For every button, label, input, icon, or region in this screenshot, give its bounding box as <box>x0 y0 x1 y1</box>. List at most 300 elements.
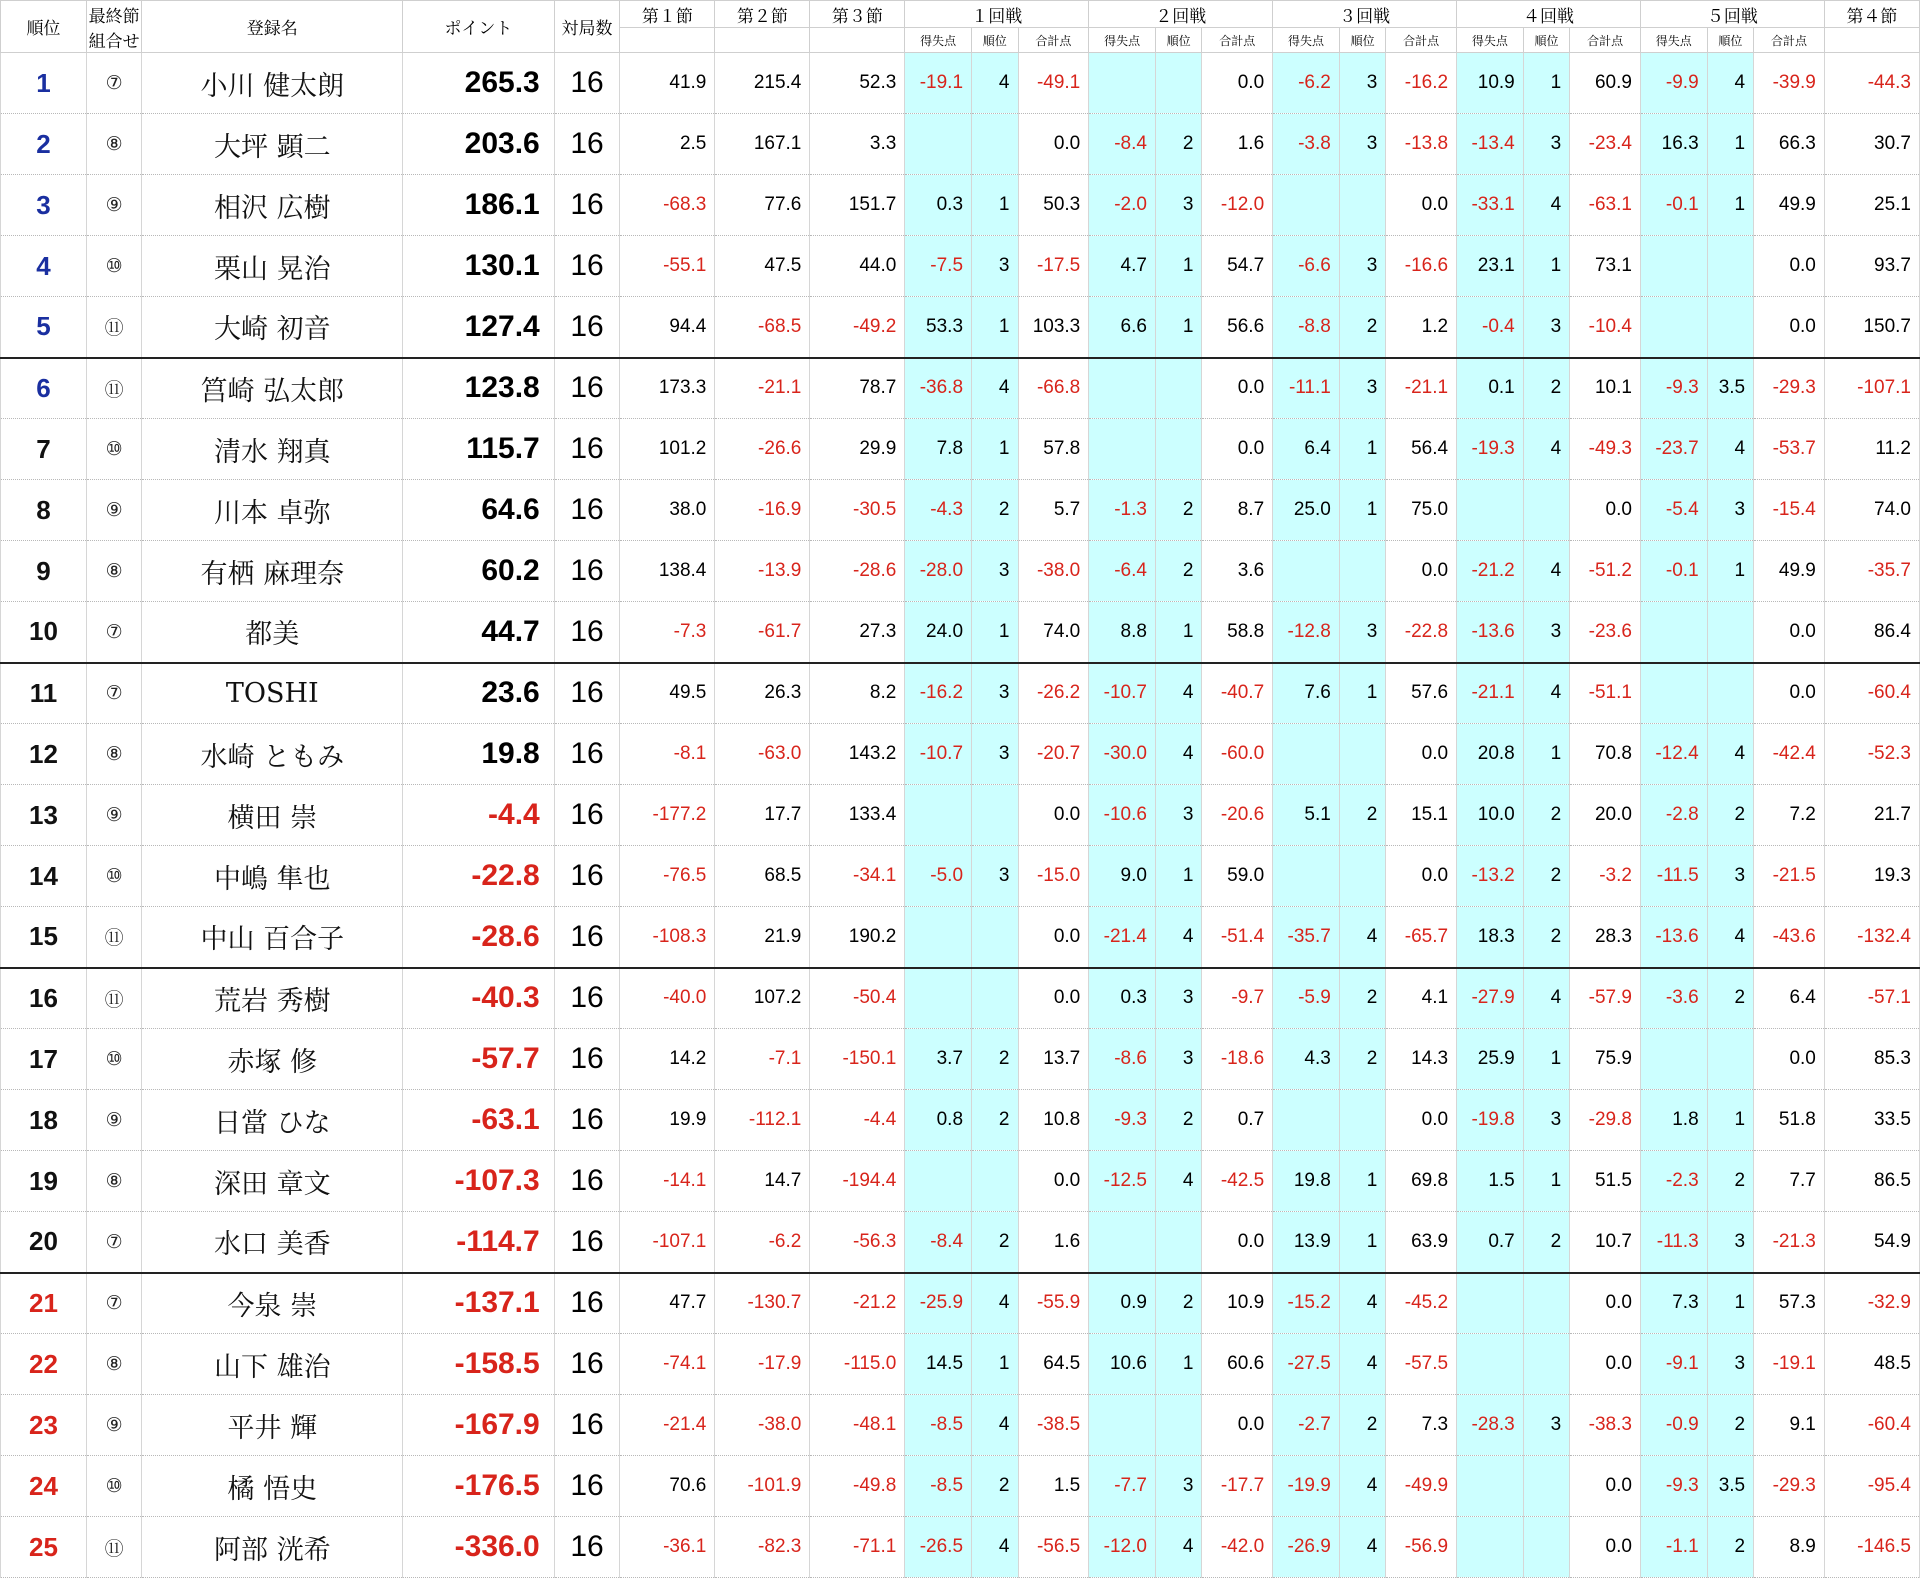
round5-total-cell: 9.1 <box>1754 1395 1825 1456</box>
round3-total-cell: -57.5 <box>1386 1334 1457 1395</box>
round1-total-cell: 0.0 <box>1018 1151 1089 1212</box>
round5-score-cell <box>1640 663 1707 724</box>
points-cell: -63.1 <box>403 1090 555 1151</box>
table-row <box>1 541 1920 602</box>
player-name: TOSHI <box>142 663 403 724</box>
round5-place-cell: 2 <box>1707 1151 1753 1212</box>
section2-cell: 107.2 <box>715 968 810 1029</box>
table-row <box>1 846 1920 907</box>
round2-score-cell: -30.0 <box>1089 724 1156 785</box>
round4-score-cell: -28.3 <box>1457 1395 1524 1456</box>
round4-score-cell: -0.4 <box>1457 297 1524 358</box>
section1-cell: 138.4 <box>620 541 715 602</box>
header-games: 対局数 <box>554 1 620 53</box>
section2-cell: 215.4 <box>715 53 810 114</box>
round2-place-cell: 1 <box>1155 297 1201 358</box>
round2-place-cell: 3 <box>1155 175 1201 236</box>
round2-score-cell: -7.7 <box>1089 1456 1156 1517</box>
round5-place-cell: 1 <box>1707 541 1753 602</box>
round5-score-cell: -2.3 <box>1640 1151 1707 1212</box>
header-sec1-blank <box>620 28 715 53</box>
round5-score-cell: -12.4 <box>1640 724 1707 785</box>
round3-total-cell: -65.7 <box>1386 907 1457 968</box>
round2-total-cell: -40.7 <box>1202 663 1273 724</box>
round1-score-cell: -28.0 <box>905 541 972 602</box>
round1-place-cell <box>972 785 1018 846</box>
round4-total-cell: -51.1 <box>1570 663 1641 724</box>
round2-score-cell <box>1089 1395 1156 1456</box>
games-cell: 16 <box>554 236 620 297</box>
round4-place-cell: 3 <box>1523 1090 1569 1151</box>
rank-cell: 6 <box>1 358 87 419</box>
round4-total-cell: 0.0 <box>1570 480 1641 541</box>
round5-total-cell: -53.7 <box>1754 419 1825 480</box>
player-name: 荒岩 秀樹 <box>142 968 403 1029</box>
round5-total-cell: 0.0 <box>1754 663 1825 724</box>
round3-place-cell: 4 <box>1339 1273 1385 1334</box>
points-cell: 19.8 <box>403 724 555 785</box>
round3-place-cell: 1 <box>1339 1212 1385 1273</box>
round2-place-cell <box>1155 1395 1201 1456</box>
round1-score-cell: -16.2 <box>905 663 972 724</box>
section1-cell: -21.4 <box>620 1395 715 1456</box>
header-r4-score: 得失点 <box>1457 28 1524 53</box>
round1-place-cell: 1 <box>972 1334 1018 1395</box>
section1-cell: -76.5 <box>620 846 715 907</box>
section3-cell: 8.2 <box>810 663 905 724</box>
round5-place-cell: 2 <box>1707 785 1753 846</box>
last-section-cell: ⑩ <box>86 236 142 297</box>
games-cell: 16 <box>554 480 620 541</box>
games-cell: 16 <box>554 724 620 785</box>
round4-total-cell: 0.0 <box>1570 1273 1641 1334</box>
round1-place-cell: 1 <box>972 602 1018 663</box>
points-cell: 265.3 <box>403 53 555 114</box>
round1-score-cell: 3.7 <box>905 1029 972 1090</box>
rank-cell: 1 <box>1 53 87 114</box>
round1-total-cell: 1.5 <box>1018 1456 1089 1517</box>
round1-score-cell: -10.7 <box>905 724 972 785</box>
round1-total-cell: 0.0 <box>1018 114 1089 175</box>
round5-score-cell: -9.3 <box>1640 358 1707 419</box>
round3-place-cell: 1 <box>1339 1151 1385 1212</box>
games-cell: 16 <box>554 1395 620 1456</box>
points-cell: 115.7 <box>403 419 555 480</box>
round4-total-cell: -51.2 <box>1570 541 1641 602</box>
round1-total-cell: -15.0 <box>1018 846 1089 907</box>
round4-place-cell: 4 <box>1523 663 1569 724</box>
points-cell: -176.5 <box>403 1456 555 1517</box>
round5-place-cell: 1 <box>1707 175 1753 236</box>
header-r1-score: 得失点 <box>905 28 972 53</box>
table-row <box>1 724 1920 785</box>
round1-total-cell: 13.7 <box>1018 1029 1089 1090</box>
round3-score-cell: 19.8 <box>1273 1151 1340 1212</box>
header-r5-score: 得失点 <box>1640 28 1707 53</box>
round3-place-cell: 1 <box>1339 663 1385 724</box>
round5-total-cell: 49.9 <box>1754 175 1825 236</box>
round3-score-cell: 4.3 <box>1273 1029 1340 1090</box>
round2-total-cell: 59.0 <box>1202 846 1273 907</box>
round4-score-cell: -19.8 <box>1457 1090 1524 1151</box>
section2-cell: 47.5 <box>715 236 810 297</box>
round1-place-cell: 3 <box>972 663 1018 724</box>
last-section-cell: ⑪ <box>86 907 142 968</box>
round3-score-cell: 7.6 <box>1273 663 1340 724</box>
round2-total-cell: -12.0 <box>1202 175 1273 236</box>
section1-cell: -40.0 <box>620 968 715 1029</box>
round2-total-cell: -42.5 <box>1202 1151 1273 1212</box>
round2-total-cell: 0.0 <box>1202 358 1273 419</box>
header-sec2: 第２節 <box>715 1 810 28</box>
table-row <box>1 53 1920 114</box>
round2-score-cell: -12.0 <box>1089 1517 1156 1578</box>
round5-place-cell: 2 <box>1707 968 1753 1029</box>
section2-cell: 26.3 <box>715 663 810 724</box>
round2-score-cell: -21.4 <box>1089 907 1156 968</box>
section1-cell: -177.2 <box>620 785 715 846</box>
round3-score-cell: -11.1 <box>1273 358 1340 419</box>
header-sec2-blank <box>715 28 810 53</box>
round5-place-cell <box>1707 1029 1753 1090</box>
round3-score-cell <box>1273 724 1340 785</box>
games-cell: 16 <box>554 663 620 724</box>
round2-score-cell: -8.4 <box>1089 114 1156 175</box>
round2-score-cell: -1.3 <box>1089 480 1156 541</box>
round4-place-cell: 3 <box>1523 114 1569 175</box>
player-name: 都美 <box>142 602 403 663</box>
round4-place-cell: 1 <box>1523 236 1569 297</box>
round2-score-cell: 10.6 <box>1089 1334 1156 1395</box>
round5-place-cell: 1 <box>1707 1090 1753 1151</box>
round2-place-cell: 1 <box>1155 1334 1201 1395</box>
round2-place-cell <box>1155 358 1201 419</box>
round5-place-cell: 3.5 <box>1707 358 1753 419</box>
round2-place-cell: 1 <box>1155 602 1201 663</box>
section1-cell: -55.1 <box>620 236 715 297</box>
round1-total-cell: 10.8 <box>1018 1090 1089 1151</box>
points-cell: 186.1 <box>403 175 555 236</box>
round5-score-cell: 1.8 <box>1640 1090 1707 1151</box>
round3-score-cell: -3.8 <box>1273 114 1340 175</box>
round3-total-cell: 75.0 <box>1386 480 1457 541</box>
section1-cell: -7.3 <box>620 602 715 663</box>
round2-score-cell <box>1089 419 1156 480</box>
round4-score-cell: 25.9 <box>1457 1029 1524 1090</box>
round4-score-cell: 23.1 <box>1457 236 1524 297</box>
section1-cell: -68.3 <box>620 175 715 236</box>
section3-cell: 78.7 <box>810 358 905 419</box>
round3-total-cell: 7.3 <box>1386 1395 1457 1456</box>
table-row <box>1 358 1920 419</box>
round5-total-cell: -29.3 <box>1754 358 1825 419</box>
round2-place-cell: 3 <box>1155 1029 1201 1090</box>
games-cell: 16 <box>554 1273 620 1334</box>
round2-place-cell <box>1155 53 1201 114</box>
round1-score-cell <box>905 114 972 175</box>
header-sec4-blank <box>1824 28 1919 53</box>
round5-place-cell: 4 <box>1707 419 1753 480</box>
rank-cell: 14 <box>1 846 87 907</box>
round5-score-cell: -0.1 <box>1640 541 1707 602</box>
table-row <box>1 1029 1920 1090</box>
round5-score-cell: -11.5 <box>1640 846 1707 907</box>
round3-place-cell: 3 <box>1339 236 1385 297</box>
round2-place-cell: 3 <box>1155 968 1201 1029</box>
round3-total-cell: -45.2 <box>1386 1273 1457 1334</box>
rank-cell: 8 <box>1 480 87 541</box>
player-name: 平井 輝 <box>142 1395 403 1456</box>
last-section-cell: ⑪ <box>86 1517 142 1578</box>
section4-cell: -57.1 <box>1824 968 1919 1029</box>
round5-score-cell <box>1640 236 1707 297</box>
round4-total-cell: -63.1 <box>1570 175 1641 236</box>
round3-total-cell: 0.0 <box>1386 541 1457 602</box>
round2-total-cell: 56.6 <box>1202 297 1273 358</box>
round4-score-cell <box>1457 1273 1524 1334</box>
round5-score-cell: -9.1 <box>1640 1334 1707 1395</box>
section3-cell: 3.3 <box>810 114 905 175</box>
last-section-cell: ⑩ <box>86 1456 142 1517</box>
round4-score-cell: 0.7 <box>1457 1212 1524 1273</box>
round2-place-cell <box>1155 1212 1201 1273</box>
round5-total-cell: 0.0 <box>1754 1029 1825 1090</box>
section4-cell: 93.7 <box>1824 236 1919 297</box>
section2-cell: -101.9 <box>715 1456 810 1517</box>
round3-total-cell: 63.9 <box>1386 1212 1457 1273</box>
section2-cell: 167.1 <box>715 114 810 175</box>
round2-score-cell: -9.3 <box>1089 1090 1156 1151</box>
round5-total-cell: 8.9 <box>1754 1517 1825 1578</box>
games-cell: 16 <box>554 541 620 602</box>
section3-cell: -150.1 <box>810 1029 905 1090</box>
rank-cell: 10 <box>1 602 87 663</box>
round3-score-cell: -26.9 <box>1273 1517 1340 1578</box>
round2-score-cell: 8.8 <box>1089 602 1156 663</box>
round3-total-cell: 0.0 <box>1386 724 1457 785</box>
round3-score-cell <box>1273 1090 1340 1151</box>
header-r3-score: 得失点 <box>1273 28 1340 53</box>
round1-total-cell: -56.5 <box>1018 1517 1089 1578</box>
rank-cell: 18 <box>1 1090 87 1151</box>
section4-cell: 86.4 <box>1824 602 1919 663</box>
player-name: 有栖 麻理奈 <box>142 541 403 602</box>
round5-place-cell <box>1707 602 1753 663</box>
round5-total-cell: -43.6 <box>1754 907 1825 968</box>
round3-place-cell: 4 <box>1339 1456 1385 1517</box>
table-row <box>1 1273 1920 1334</box>
round2-place-cell: 4 <box>1155 1151 1201 1212</box>
section4-cell: 30.7 <box>1824 114 1919 175</box>
round3-total-cell: 4.1 <box>1386 968 1457 1029</box>
table-row <box>1 602 1920 663</box>
player-name: 日當 ひな <box>142 1090 403 1151</box>
section2-cell: -82.3 <box>715 1517 810 1578</box>
round2-place-cell: 4 <box>1155 663 1201 724</box>
round5-score-cell: -23.7 <box>1640 419 1707 480</box>
round2-place-cell: 4 <box>1155 1517 1201 1578</box>
round1-score-cell: -19.1 <box>905 53 972 114</box>
round2-place-cell: 2 <box>1155 541 1201 602</box>
points-cell: -28.6 <box>403 907 555 968</box>
round3-place-cell: 2 <box>1339 297 1385 358</box>
games-cell: 16 <box>554 1151 620 1212</box>
round4-score-cell <box>1457 1456 1524 1517</box>
round1-score-cell: -26.5 <box>905 1517 972 1578</box>
round2-total-cell: 0.0 <box>1202 419 1273 480</box>
points-cell: 123.8 <box>403 358 555 419</box>
round3-score-cell: -12.8 <box>1273 602 1340 663</box>
round2-score-cell: 6.6 <box>1089 297 1156 358</box>
header-sec1: 第１節 <box>620 1 715 28</box>
round3-total-cell: -13.8 <box>1386 114 1457 175</box>
player-name: 今泉 崇 <box>142 1273 403 1334</box>
section3-cell: -30.5 <box>810 480 905 541</box>
round4-score-cell <box>1457 480 1524 541</box>
round2-score-cell: 4.7 <box>1089 236 1156 297</box>
player-name: 赤塚 修 <box>142 1029 403 1090</box>
round1-total-cell: -66.8 <box>1018 358 1089 419</box>
last-section-cell: ⑧ <box>86 541 142 602</box>
round2-total-cell: 58.8 <box>1202 602 1273 663</box>
section4-cell: -132.4 <box>1824 907 1919 968</box>
section1-cell: 19.9 <box>620 1090 715 1151</box>
section4-cell: -60.4 <box>1824 1395 1919 1456</box>
last-section-cell: ⑧ <box>86 1151 142 1212</box>
section4-cell: 54.9 <box>1824 1212 1919 1273</box>
round4-total-cell: 0.0 <box>1570 1456 1641 1517</box>
round2-score-cell: -10.6 <box>1089 785 1156 846</box>
player-name: 深田 章文 <box>142 1151 403 1212</box>
round2-total-cell: -17.7 <box>1202 1456 1273 1517</box>
round4-score-cell: -13.4 <box>1457 114 1524 175</box>
round5-total-cell: 49.9 <box>1754 541 1825 602</box>
games-cell: 16 <box>554 1029 620 1090</box>
section3-cell: 52.3 <box>810 53 905 114</box>
round3-total-cell: 0.0 <box>1386 1090 1457 1151</box>
round5-score-cell <box>1640 297 1707 358</box>
round3-score-cell: -5.9 <box>1273 968 1340 1029</box>
section4-cell: 25.1 <box>1824 175 1919 236</box>
header-r5-place: 順位 <box>1707 28 1753 53</box>
round1-place-cell: 1 <box>972 419 1018 480</box>
round4-place-cell <box>1523 1456 1569 1517</box>
section2-cell: -38.0 <box>715 1395 810 1456</box>
round5-place-cell: 3 <box>1707 480 1753 541</box>
section3-cell: -49.2 <box>810 297 905 358</box>
round4-place-cell <box>1523 1334 1569 1395</box>
player-name: 栗山 晃治 <box>142 236 403 297</box>
round1-score-cell <box>905 785 972 846</box>
round5-total-cell: 0.0 <box>1754 602 1825 663</box>
rank-cell: 15 <box>1 907 87 968</box>
round1-score-cell: 7.8 <box>905 419 972 480</box>
section4-cell: -35.7 <box>1824 541 1919 602</box>
points-cell: 64.6 <box>403 480 555 541</box>
last-section-cell: ⑪ <box>86 358 142 419</box>
section3-cell: -4.4 <box>810 1090 905 1151</box>
round3-place-cell: 3 <box>1339 53 1385 114</box>
section4-cell: -44.3 <box>1824 53 1919 114</box>
section3-cell: -28.6 <box>810 541 905 602</box>
section2-cell: 68.5 <box>715 846 810 907</box>
round1-total-cell: 5.7 <box>1018 480 1089 541</box>
header-round2: ２回戦 <box>1089 1 1273 28</box>
round4-total-cell: -49.3 <box>1570 419 1641 480</box>
player-name: 清水 翔真 <box>142 419 403 480</box>
round3-score-cell: -6.6 <box>1273 236 1340 297</box>
player-name: 水口 美香 <box>142 1212 403 1273</box>
rank-cell: 2 <box>1 114 87 175</box>
round2-score-cell: -10.7 <box>1089 663 1156 724</box>
round4-total-cell: 0.0 <box>1570 1517 1641 1578</box>
player-name: 大坪 顕二 <box>142 114 403 175</box>
header-sec3-blank <box>810 28 905 53</box>
round3-total-cell: -22.8 <box>1386 602 1457 663</box>
round3-place-cell <box>1339 541 1385 602</box>
last-section-cell: ⑦ <box>86 1212 142 1273</box>
last-section-cell: ⑨ <box>86 1395 142 1456</box>
round4-place-cell: 3 <box>1523 602 1569 663</box>
round4-total-cell: -57.9 <box>1570 968 1641 1029</box>
round3-place-cell: 3 <box>1339 114 1385 175</box>
round2-total-cell: 10.9 <box>1202 1273 1273 1334</box>
round2-score-cell: -8.6 <box>1089 1029 1156 1090</box>
round2-total-cell: -9.7 <box>1202 968 1273 1029</box>
section1-cell: 70.6 <box>620 1456 715 1517</box>
table-row <box>1 1517 1920 1578</box>
round5-total-cell: -19.1 <box>1754 1334 1825 1395</box>
round5-total-cell: 66.3 <box>1754 114 1825 175</box>
round5-score-cell: -0.1 <box>1640 175 1707 236</box>
section3-cell: -48.1 <box>810 1395 905 1456</box>
section1-cell: -14.1 <box>620 1151 715 1212</box>
round1-score-cell: 53.3 <box>905 297 972 358</box>
section3-cell: -71.1 <box>810 1517 905 1578</box>
round5-score-cell: -5.4 <box>1640 480 1707 541</box>
points-cell: 127.4 <box>403 297 555 358</box>
section2-cell: 77.6 <box>715 175 810 236</box>
round3-place-cell: 3 <box>1339 602 1385 663</box>
round1-total-cell: -17.5 <box>1018 236 1089 297</box>
last-section-cell: ⑨ <box>86 1090 142 1151</box>
rank-cell: 4 <box>1 236 87 297</box>
rank-cell: 11 <box>1 663 87 724</box>
round2-score-cell <box>1089 1212 1156 1273</box>
round1-place-cell: 2 <box>972 1029 1018 1090</box>
section2-cell: -26.6 <box>715 419 810 480</box>
section3-cell: -115.0 <box>810 1334 905 1395</box>
section4-cell: 74.0 <box>1824 480 1919 541</box>
round1-place-cell: 4 <box>972 1273 1018 1334</box>
round3-total-cell: 1.2 <box>1386 297 1457 358</box>
round4-total-cell: 0.0 <box>1570 1334 1641 1395</box>
round3-place-cell: 4 <box>1339 1334 1385 1395</box>
points-cell: -114.7 <box>403 1212 555 1273</box>
round4-place-cell: 2 <box>1523 1212 1569 1273</box>
rank-cell: 17 <box>1 1029 87 1090</box>
round3-score-cell: 5.1 <box>1273 785 1340 846</box>
section1-cell: 173.3 <box>620 358 715 419</box>
table-row <box>1 1090 1920 1151</box>
section4-cell: -32.9 <box>1824 1273 1919 1334</box>
player-name: 中嶋 隼也 <box>142 846 403 907</box>
round4-place-cell <box>1523 1517 1569 1578</box>
section1-cell: 47.7 <box>620 1273 715 1334</box>
table-row <box>1 297 1920 358</box>
section3-cell: 190.2 <box>810 907 905 968</box>
round4-place-cell: 2 <box>1523 846 1569 907</box>
